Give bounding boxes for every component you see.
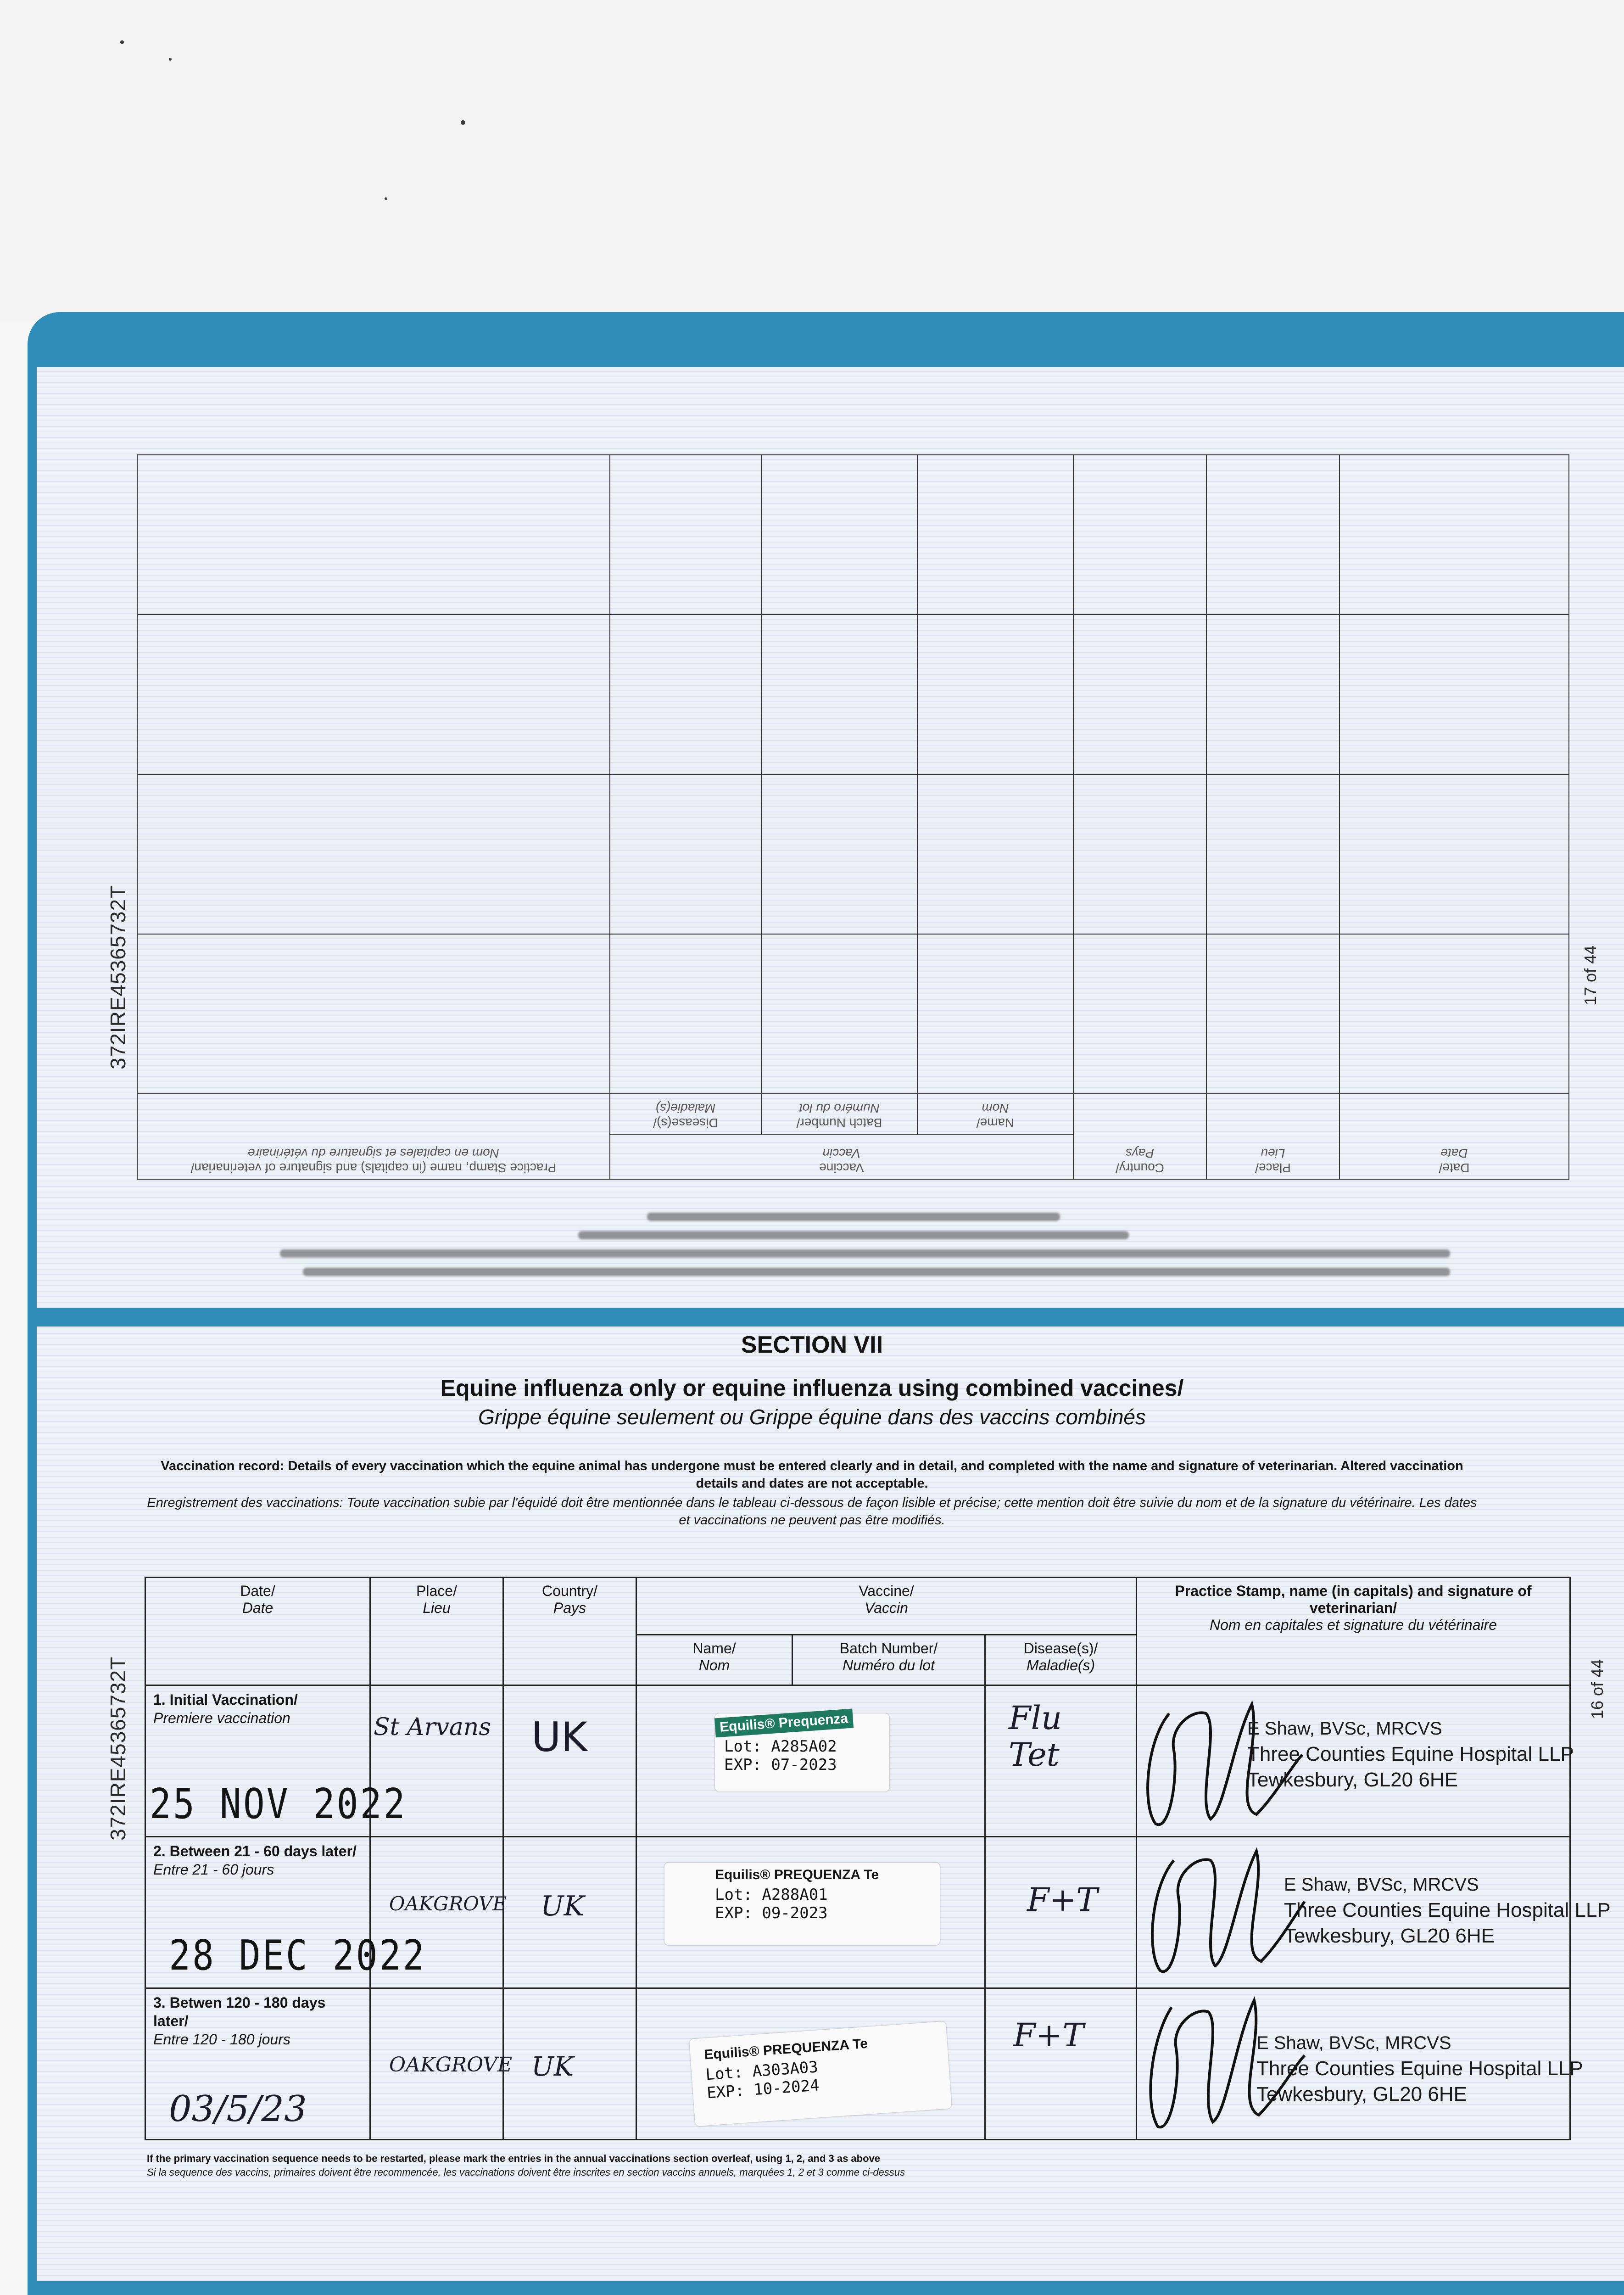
disease-value: Flu Tet <box>1009 1699 1062 1774</box>
disease-cell <box>985 1988 1137 2140</box>
practice-name: Three Counties Equine Hospital LLP <box>1284 1899 1611 1921</box>
vet-name: E Shaw, BVSc, MRCVS <box>1256 2033 1451 2053</box>
page-number-bottom: 16 of 44 <box>1588 1659 1607 1719</box>
vet-name: E Shaw, BVSc, MRCVS <box>1247 1718 1442 1739</box>
sticker-exp: EXP: 10-2024 <box>706 2076 820 2103</box>
table-row <box>145 1837 1570 1988</box>
document-id-top: 372IRE45365732T <box>106 885 130 1069</box>
place-value: St Arvans <box>374 1713 491 1741</box>
practice-address: Tewkesbury, GL20 6HE <box>1247 1769 1458 1791</box>
intro-text-french: Enregistrement des vaccinations: Toute vaccination subie par l'équidé doit être mentionnée dans le tableau ci-dessous de façon lisible et précise; cette mention doit être suivie du nom et de la signature du vétérinaire. Les dates et vaccinations ne peuvent pas être modifiés. <box>147 1495 1477 1528</box>
sticker-exp: EXP: 07-2023 <box>724 1756 837 1774</box>
scanner-background <box>0 0 1624 321</box>
section-title: SECTION VII <box>741 1332 883 1358</box>
vet-name: E Shaw, BVSc, MRCVS <box>1284 1875 1479 1895</box>
disease-value: F+T <box>1013 2016 1084 2054</box>
blurred-footnote <box>257 1203 1450 1286</box>
sticker-lot: Lot: A288A01 <box>715 1886 828 1904</box>
date-cell <box>145 1988 370 2140</box>
place-cell <box>370 1685 503 1837</box>
row-label-french: Entre 120 - 180 jours <box>153 2031 290 2048</box>
stamp-cell <box>1137 1988 1583 2140</box>
sticker-lot: Lot: A303A03 <box>705 2058 819 2084</box>
table-row <box>145 1988 1570 2140</box>
header-disease: Disease(s)/ Maladie(s) <box>985 1635 1137 1685</box>
sticker-brand: Equilis® PREQUENZA Te <box>715 1867 879 1882</box>
header-disease: Disease(s)/ Maladie(s) <box>610 1094 761 1134</box>
place-value: OAKGROVE <box>389 1892 507 1915</box>
country-cell <box>503 1685 636 1837</box>
header-date: Date/ Date <box>1339 1094 1569 1179</box>
sticker-lot: Lot: A285A02 <box>724 1737 837 1756</box>
table-row <box>137 774 1569 934</box>
table-row <box>137 455 1569 615</box>
date-cell <box>145 1685 407 1837</box>
header-date: Date/ Date <box>145 1578 370 1685</box>
header-batch: Batch Number/ Numéro du lot <box>792 1635 985 1685</box>
footer-note-french: Si la sequence des vaccins, primaires doivent être recommencée, les vaccinations doivent être inscrites en section vaccins annuels, marquées 1, 2 et 3 comme ci-dessus <box>147 2166 905 2178</box>
page-title-french: Grippe équine seulement ou Grippe équine dans des vaccins combinés <box>478 1405 1146 1429</box>
practice-stamp <box>1256 2030 1583 2107</box>
vaccine-sticker <box>715 1713 889 1791</box>
header-stamp: Practice Stamp, name (in capitals) and signature of veterinarian/ Nom en capitales et signature du vétérinaire <box>1137 1578 1570 1685</box>
practice-name: Three Counties Equine Hospital LLP <box>1247 1743 1574 1765</box>
row-label: 2. Between 21 - 60 days later/ <box>153 1843 357 1859</box>
table-row <box>137 615 1569 774</box>
table-row <box>145 1685 1570 1837</box>
row-label: 1. Initial Vaccination/ <box>153 1691 298 1708</box>
document-id-bottom: 372IRE45365732T <box>106 1656 130 1841</box>
row-label-french: Premiere vaccination <box>153 1710 290 1726</box>
table-row <box>137 934 1569 1094</box>
page-title: Equine influenza only or equine influenza using combined vaccines/ <box>440 1375 1184 1401</box>
country-value: UK <box>531 1713 588 1761</box>
vaccine-cell <box>636 1685 985 1837</box>
signature <box>1142 1837 1307 1989</box>
practice-address: Tewkesbury, GL20 6HE <box>1284 1925 1495 1947</box>
practice-name: Three Counties Equine Hospital LLP <box>1256 2057 1583 2080</box>
country-cell <box>503 1837 636 1988</box>
stamp-cell <box>1137 1685 1574 1837</box>
header-batch: Batch Number/ Numéro du lot <box>761 1094 917 1134</box>
dust-speck <box>169 58 172 61</box>
place-cell <box>370 1837 507 1988</box>
date-cell <box>145 1837 426 1988</box>
row-label: 3. Betwen 120 - 180 days later/ <box>153 1994 326 2029</box>
practice-stamp <box>1284 1872 1611 1949</box>
sticker-brand: Equilis® PREQUENZA Te <box>703 2036 868 2063</box>
vaccine-cell <box>636 1837 985 1988</box>
practice-address: Tewkesbury, GL20 6HE <box>1256 2083 1467 2105</box>
intro-text: Vaccination record: Details of every vaccination which the equine animal has undergone must be entered clearly and in detail, and completed with the name and signature of veterinarian. Altered vaccination details and dates are not acceptable. <box>161 1459 1463 1491</box>
row-label-french: Entre 21 - 60 jours <box>153 1861 274 1878</box>
place-cell <box>370 1988 513 2140</box>
date-stamp: 25 NOV 2022 <box>150 1780 407 1828</box>
country-value: UK <box>531 2051 574 2082</box>
header-stamp: Practice Stamp, name (in capitals) and signature of veterinarian/ Nom en capitales et signature du vétérinaire <box>137 1094 610 1179</box>
header-country: Country/ Pays <box>1073 1094 1206 1179</box>
date-handwritten: 03/5/23 <box>169 2088 307 2130</box>
date-stamp: 28 DEC 2022 <box>169 1932 426 1980</box>
header-name: Name/ Nom <box>917 1094 1073 1134</box>
dust-speck <box>385 197 387 200</box>
practice-stamp <box>1247 1716 1574 1793</box>
disease-cell <box>985 1685 1137 1837</box>
sticker-brand: Equilis® Prequenza <box>714 1709 854 1738</box>
footer-note: If the primary vaccination sequence needs to be restarted, please mark the entries in the annual vaccinations section overleaf, using 1, 2, and 3 as above <box>147 2153 881 2164</box>
header-country: Country/ Pays <box>503 1578 636 1685</box>
blank-vaccination-table <box>138 454 1569 1180</box>
header-vaccine: Vaccine/ Vaccin <box>636 1578 1137 1635</box>
dust-speck <box>461 120 465 125</box>
sticker-exp: EXP: 09-2023 <box>715 1904 828 1922</box>
dust-speck <box>120 40 124 44</box>
vaccine-sticker <box>689 2021 952 2127</box>
country-cell <box>503 1988 636 2140</box>
country-value: UK <box>541 1890 585 1922</box>
disease-cell <box>985 1837 1137 1988</box>
disease-value: F+T <box>1027 1881 1098 1919</box>
vaccine-cell <box>636 1988 985 2140</box>
header-name: Name/ Nom <box>636 1635 792 1685</box>
vaccine-sticker <box>664 1863 940 1945</box>
page-number-top: 17 of 44 <box>1581 945 1600 1005</box>
header-place: Place/ Lieu <box>1206 1094 1339 1179</box>
header-place: Place/ Lieu <box>370 1578 503 1685</box>
header-vaccine: Vaccine Vaccin <box>610 1134 1073 1179</box>
place-value: OAKGROVE <box>389 2053 513 2077</box>
stamp-cell <box>1137 1837 1611 1988</box>
